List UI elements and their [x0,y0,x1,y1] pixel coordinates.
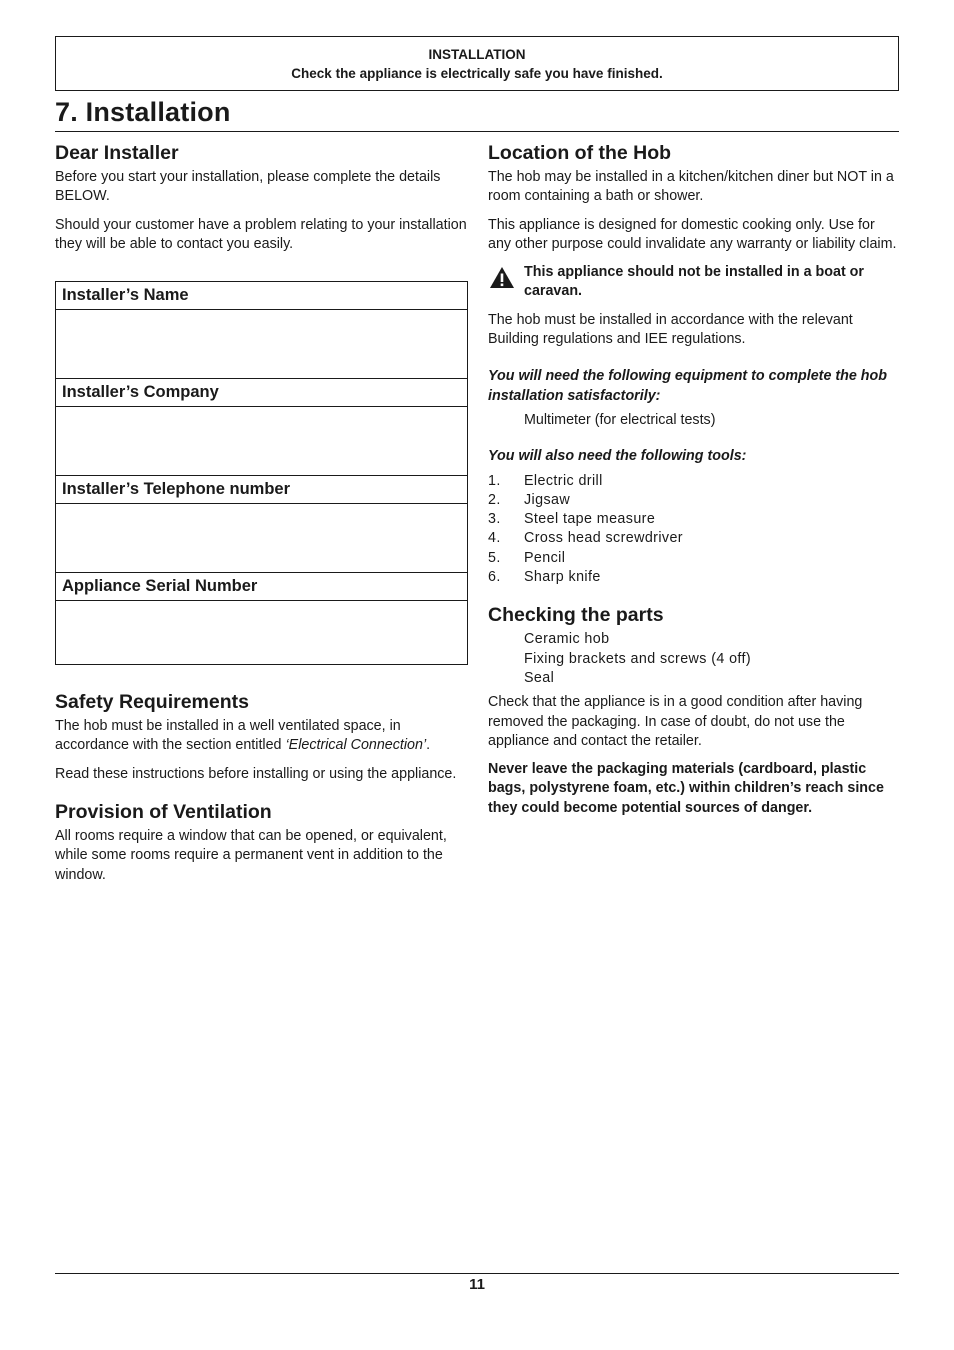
installation-banner [55,36,899,91]
banner-title: INSTALLATION [428,47,526,62]
checking-parts-heading: Checking the parts [488,604,664,627]
dear-installer-heading: Dear Installer [55,142,179,164]
list-item: 5. Pencil [488,549,566,566]
location-paragraph-3: The hob must be installed in accordance with the relevant Building regulations and IEE regulations. [488,311,853,348]
installer-name-field[interactable] [56,310,467,379]
location-paragraph-1: The hob may be installed in a kitchen/kitchen diner but NOT in a room containing a bath or shower. [488,169,894,205]
tools-intro: You will also need the following tools: [488,448,747,465]
list-item: 1. Electric drill [488,472,603,489]
right-column [488,140,900,827]
ventilation-heading: Provision of Ventilation [55,801,272,824]
footer-divider [55,1273,899,1274]
list-item: 6. Sharp knife [488,569,601,586]
list-item: 3. Steel tape measure [488,511,656,528]
boat-caravan-warning [488,263,900,302]
left-column [55,140,467,894]
appliance-serial-field[interactable] [56,601,467,664]
electrical-connection-reference: ‘Electrical Connection’ [285,737,427,754]
safety-paragraph-2: Read these instructions before installing or using the appliance. [55,765,457,782]
location-paragraph-2: This appliance is designed for domestic cooking only. Use for any other purpose could invalidate any warranty or liability claim. [488,216,897,252]
equipment-intro: You will need the following equipment to complete the hob installation satisfactorily: [488,368,887,404]
installer-telephone-field[interactable] [56,504,467,573]
safety-paragraph-1-start: The hob must be installed in a well ventilated space, in accordance with the section entitled [55,718,401,754]
warning-text: This appliance should not be installed in a boat or caravan. [524,264,864,300]
dear-installer-paragraph-2: Should your customer have a problem relating to your installation they will be able to contact you easily. [55,216,467,252]
installer-company-field[interactable] [56,407,467,476]
list-item: Seal [524,669,555,686]
appliance-serial-label: Appliance Serial Number [56,573,467,601]
safety-paragraph-1 [55,717,467,756]
safety-requirements-heading: Safety Requirements [55,691,249,714]
list-item: Ceramic hob [524,631,610,648]
list-item: 2. Jigsaw [488,491,571,508]
installer-name-label: Installer’s Name [56,282,467,310]
banner-subtitle: Check the appliance is electrically safe you have finished. [291,66,663,81]
page-number: 11 [469,1276,485,1293]
location-heading: Location of the Hob [488,142,672,164]
installer-details-form [55,281,468,665]
ventilation-paragraph: All rooms require a window that can be opened, or equivalent, while some rooms require a permanent vent in addition to the window. [55,828,447,883]
parts-paragraph-1: Check that the appliance is in a good condition after having removed the packaging. In case of doubt, do not use the appliance and contact the retailer. [488,694,863,749]
equipment-item: Multimeter (for electrical tests) [524,411,716,428]
dear-installer-paragraph-1: Before you start your installation, please complete the details BELOW. [55,169,441,205]
list-item: Fixing brackets and screws (4 off) [524,650,752,667]
parts-list [488,630,900,688]
safety-paragraph-1-end: . [426,737,431,754]
warning-triangle-icon [489,266,515,289]
list-item: 4. Cross head screwdriver [488,530,683,547]
tools-list [488,472,900,588]
installer-company-label: Installer’s Company [56,379,467,407]
page-title: 7. Installation [55,94,899,132]
installer-telephone-label: Installer’s Telephone number [56,476,467,504]
packaging-warning: Never leave the packaging materials (cardboard, plastic bags, polystyrene foam, etc.) within children’s reach since they could become potential sources of danger. [488,761,884,816]
